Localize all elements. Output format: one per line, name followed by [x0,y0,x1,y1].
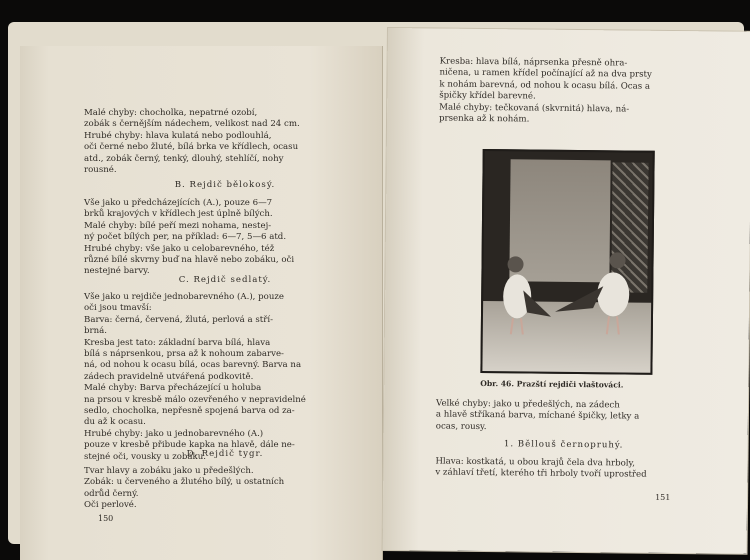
heading-b: B. Rejdič bělokosý. [174,180,276,190]
text-block-1: Malé chyby: chocholka, nepatrné ozobí, zobák s černějším nádechem, velikost nad 24 cm. Hrubé chyby: hlava kulatá nebo podlouhlá, oči černé nebo žluté, bílá brka ve křídlech, ocasu atd., zobák černý, tenký, dlouhý, stehlíčí, nohy rousné. [84,108,300,176]
text-block-4: Tvar hlavy a zobáku jako u předešlých. Zobák: u červeného a žlutého bílý, u ostatních odrůd černý. Oči perlové. [84,466,285,511]
text-block-right-2: Velké chyby: jako u předešlých, na zádech a hlavě stříkaná barva, míchané špičky, letky a ocas, rousy. [435,398,640,432]
right-page [383,28,750,554]
heading-c: C. Rejdič sedlatý. [178,275,272,285]
text-block-right-1: Kresba: hlava bílá, náprsenka přesně ohra- ničena, u ramen křídel počínající až na dva prsty k nohám barevná, od nohou k ocasu bílá. Ocas a špičky křídel barevné. Malé chyby: tečkovaná (skvrnitá) hlava, ná- prsenka až k nohám. [439,56,652,125]
pigeon-right [553,242,644,343]
page-number-left: 150 [98,514,114,523]
page-number-right: 151 [655,492,671,502]
text-block-right-3: Hlava: kostkatá, u obou krajů čela dva hrboly, v záhlaví třetí, kterého tři hrboly tvoří uprostřed [435,456,647,481]
book-spread [8,22,744,544]
heading-d: D. Rejdič tygr. [186,449,264,459]
pigeon-photo [480,149,654,375]
text-block-2: Vše jako u předcházejících (A.), pouze 6—7 brků krajových v křídlech jest úplně bílých. Malé chyby: bílé peří mezi nohama, nestej- ný počet bílých per, na příklad: 6—7, 5—6 atd. Hrubé chyby: vše jako u celobarevného, též různé bílé skvrny buď na hlavě nebo zobáku, oči nestejné barvy. [84,198,295,277]
left-page [20,46,383,560]
figure-caption: Obr. 46. Prazští rejdiči vlaštováci. [480,378,624,390]
heading-1: 1. Běllouš černopruhý. [503,439,624,451]
text-block-3: Vše jako u rejdiče jednobarevného (A.), pouze oči jsou tmavší: Barva: černá, červená, žlutá, perlová a stří- brná. Kresba jest tato: základní barva bílá, hlava bílá s náprsenkou, prsa až k nohoum zabarve- ná, od nohou k ocasu bílá, ocas barevný. Barva na zádech pravidelně utvářená podkovitě. Malé chyby: Barva přecházející u holuba na prsou v kresbě málo ozevřeného v nepravidelné sedlo, chocholka, nepřesně spojená barva od za- du až k ocasu. Hrubé chyby: jako u jednobarevného (A.) pouze v kresbě přibude kapka na hlavě, dále ne- stejné oči, vousky u zobáku. [84,292,306,462]
pigeon-left [493,246,554,342]
